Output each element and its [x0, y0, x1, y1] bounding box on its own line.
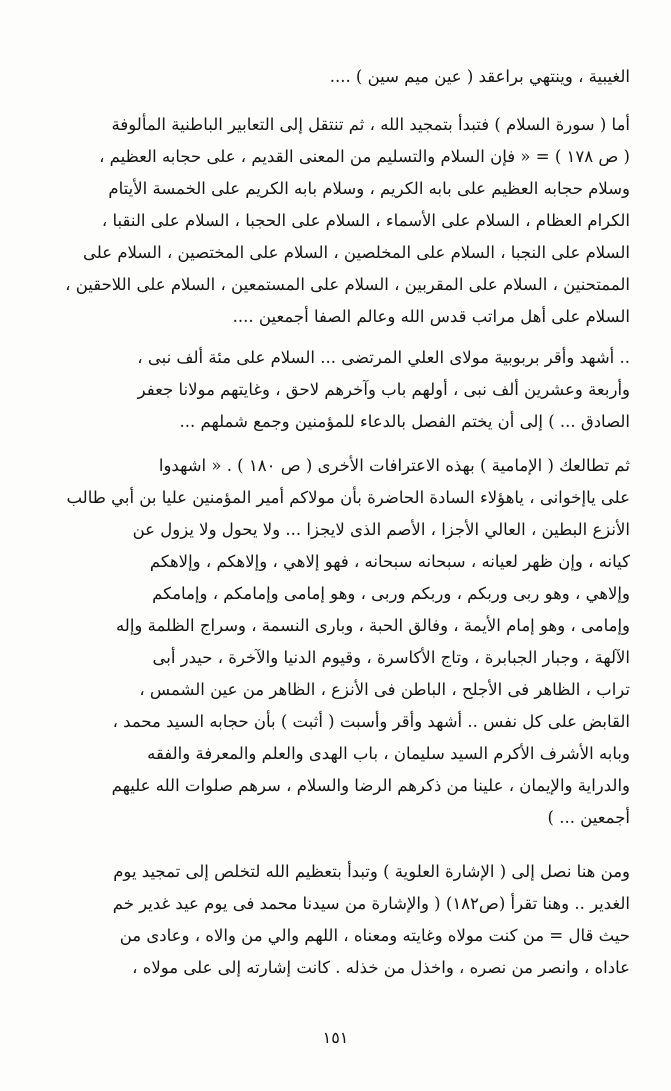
page-number: ١٥١	[322, 1028, 349, 1047]
paragraph-alawite-sign	[50, 856, 630, 984]
text-line: وإلاهي ، وهو ربى وربكم ، وربكم وربى ، وهو إمامى وإمامكم ، وإمامكم	[152, 584, 630, 603]
text-line: الكرام العظام ، السلام على الأسماء ، السلام على الحجبا ، السلام على النقبا ،	[101, 211, 630, 230]
text-line: أما ( سورة السلام ) فتبدأ بتمجيد الله ، ثم تنتقل إلى التعابير الباطنية المألوفة	[111, 115, 630, 134]
paragraph-surat-al-salam	[50, 109, 630, 333]
text-line: والدراية والإيمان ، علينا من ذكرهم الرضا والسلام ، سرهم صلوات الله عليهم	[111, 776, 630, 795]
text-line: .. أشهد وأقر بربوبية مولاى العلي المرتضى ... السلام على مئة ألف نبى ،	[137, 348, 630, 367]
text-line: الممتحنين ، السلام على المقربين ، السلام على المستمعين ، السلام على اللاحقين ،	[65, 275, 630, 294]
text-line: الغيبية ، وينتهي براعقد ( عين ميم سين ) ....	[329, 67, 630, 86]
text-line: السلام على أهل مراتب قدس الله وعالم الصفا أجمعين ....	[232, 307, 630, 326]
text-line: الآلهة ، وجبار الجبابرة ، وتاج الأكاسرة ، وقيوم الدنيا والآخرة ، حيدر أبى	[152, 648, 630, 667]
paragraph-imamiya	[50, 450, 630, 834]
text-line: وأربعة وعشرين ألف نبى ، أولهم باب وآخرهم لاحق ، وغايتهم مولانا جعفر	[137, 380, 630, 399]
text-line: الغدير .. وهنا تقرأ (ص١٨٢) ( والإشارة من سيدنا محمد فى يوم عيد غدير خم	[112, 894, 630, 913]
text-line: ومن هنا نصل إلى ( الإشارة العلوية ) وتبدأ بتعظيم الله لتخلص إلى تمجيد يوم	[113, 862, 630, 881]
text-line: القابض على كل نفس .. أشهد وأقر وأسبت ( أثبت ) بأن حجابه السيد محمد ،	[112, 712, 630, 731]
text-line: على ياإخوانى ، ياهؤلاء السادة الحاضرة بأن مولاكم أمير المؤمنين عليا بن أبي طالب	[66, 488, 630, 507]
paragraph-intro-fragment	[50, 61, 630, 93]
text-line: وبابه الأشرف الأكرم السيد سليمان ، باب الهدى والعلم والمعرفة والفقه	[147, 744, 630, 763]
text-line: حيث قال = من كنت مولاه وغايته ومعناه ، اللهم والي من والاه ، وعادى من	[119, 926, 630, 945]
paragraph-testimony	[50, 342, 630, 438]
text-line: وسلام حجابه العظيم على بابه الكريم ، وسلام بابه الكريم على الخمسة الأيتام	[108, 179, 630, 198]
text-line: ثم تطالعك ( الإمامية ) بهذه الاعترافات الأخرى ( ص ١٨٠ ) . « اشهدوا	[158, 456, 630, 475]
text-line: الصادق ... ) إلى أن يختم الفصل بالدعاء للمؤمنين وجمع شملهم ...	[179, 412, 630, 431]
text-line: عاداه ، وانصر من نصره ، واخذل من خذله . كانت إشارته إلى على مولاه ،	[132, 958, 630, 977]
text-line: الأنزع البطين ، العالي الأجزا ، الأصم الذى لايجزا ... ولا يحول ولا يزول عن	[132, 520, 630, 539]
text-line: كيانه ، وإن ظهر لعيانه ، سبحانه سبحانه ، فهو إلاهي ، وإلاهكم ، وإلاهكم	[149, 552, 630, 571]
text-line: ( ص ١٧٨ ) = « فإن السلام والتسليم من المعنى القديم ، على حجابه العظيم ،	[99, 147, 630, 166]
text-line: تراب ، الظاهر فى الأجلح ، الباطن فى الأنزع ، الظاهر من عين الشمس ،	[139, 680, 630, 699]
text-line: أجمعين ... )	[547, 808, 630, 827]
text-line: وإمامى ، وهو إمام الأيمة ، وفالق الحبة ، وبارى النسمة ، وسراج الظلمة وإله	[115, 616, 630, 635]
text-line: السلام على النجبا ، السلام على المخلصين ، السلام على المختصين ، السلام على	[83, 243, 630, 262]
